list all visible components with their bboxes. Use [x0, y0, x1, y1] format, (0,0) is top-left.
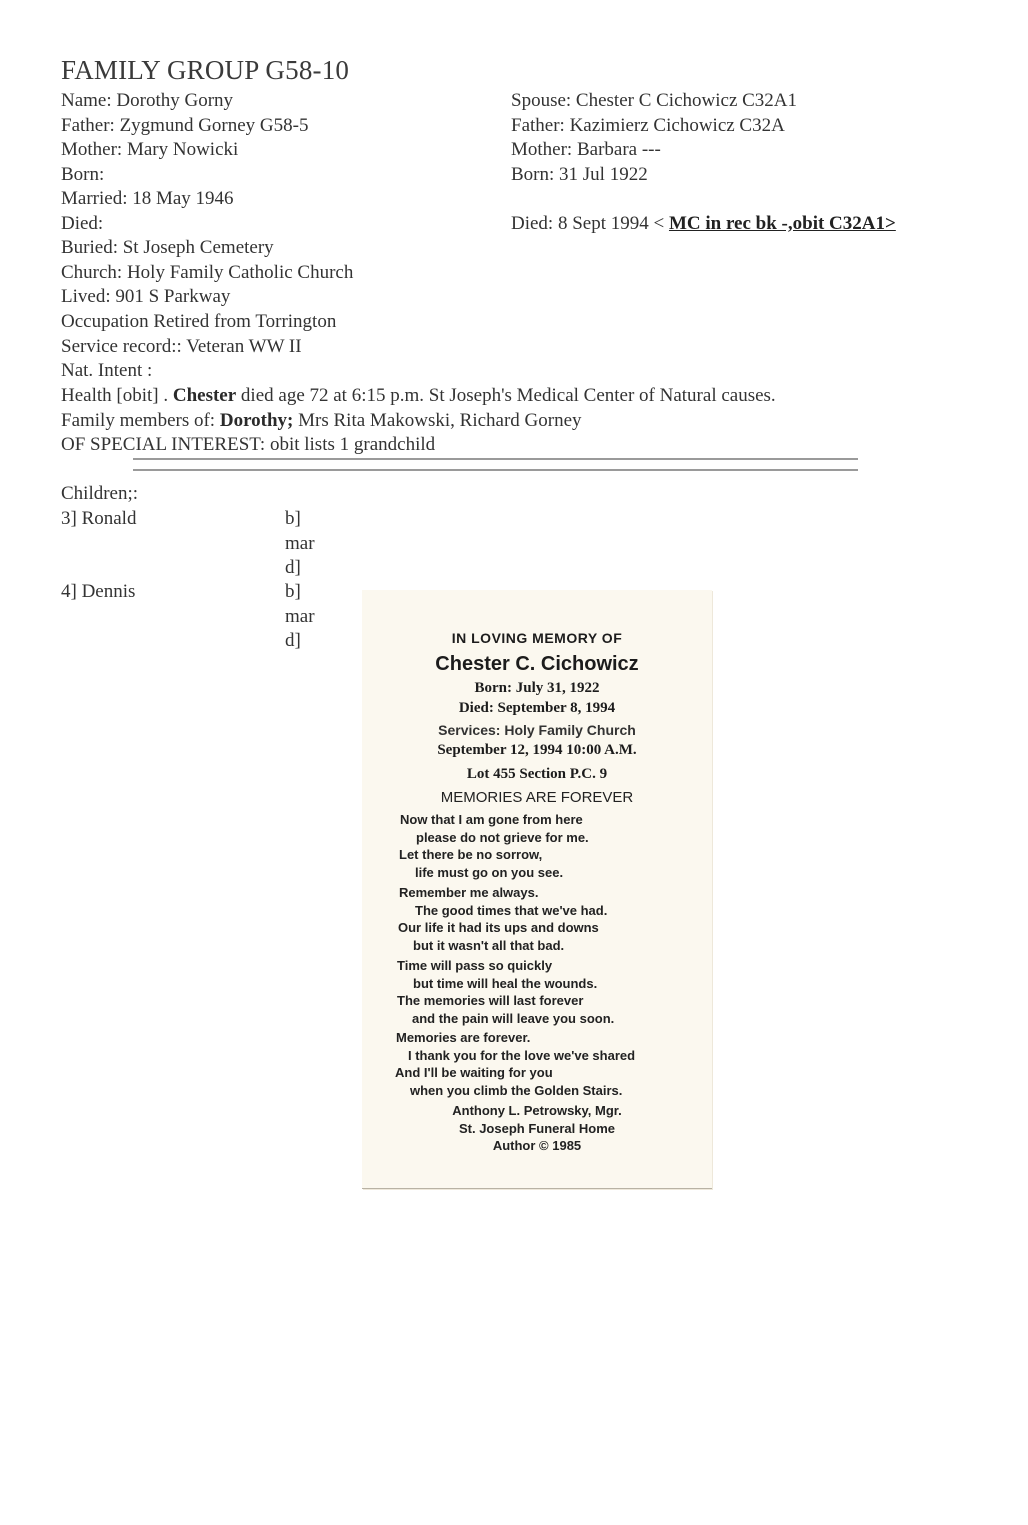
poem-line: when you climb the Golden Stairs. [410, 1083, 623, 1098]
page-title: FAMILY GROUP G58-10 [61, 55, 350, 85]
child-name: 4] Dennis [61, 581, 136, 602]
separator-line [133, 458, 858, 471]
poem-line: Memories are forever. [396, 1030, 531, 1045]
spouse-died-text: Died: 8 Sept 1994 < [511, 213, 669, 234]
poem-line: The memories will last forever [397, 993, 584, 1008]
child-born: b] [285, 581, 301, 602]
family-prefix: Family members of: [61, 410, 220, 431]
family-members-line [61, 409, 582, 433]
child-married: mar [285, 533, 315, 554]
health-line [61, 384, 776, 408]
died-field: Died: [61, 213, 104, 234]
card-signature-home: St. Joseph Funeral Home [458, 1121, 616, 1136]
card-services: Services: Holy Family Church [438, 722, 636, 738]
children-label: Children;: [61, 483, 139, 504]
card-born: Born: July 31, 1922 [474, 680, 600, 696]
born-field: Born: [61, 164, 105, 185]
buried-field: Buried: St Joseph Cemetery [61, 237, 274, 258]
church-field: Church: Holy Family Catholic Church [61, 262, 354, 283]
card-name: Chester C. Cichowicz [435, 653, 639, 675]
special-interest-line: OF SPECIAL INTEREST: obit lists 1 grandchild [61, 434, 436, 455]
poem-line: Time will pass so quickly [397, 958, 553, 973]
married-field: Married: 18 May 1946 [61, 188, 234, 209]
poem-line: but it wasn't all that bad. [413, 938, 565, 953]
poem-line: And I'll be waiting for you [395, 1065, 553, 1080]
nat-intent-field: Nat. Intent : [61, 360, 153, 381]
service-record-field: Service record:: Veteran WW II [61, 336, 302, 357]
card-service-date: September 12, 1994 10:00 A.M. [437, 742, 637, 758]
lived-field: Lived: 901 S Parkway [61, 286, 231, 307]
name-field: Name: Dorothy Gorny [61, 90, 234, 111]
poem-line: Let there be no sorrow, [399, 847, 543, 862]
poem-line: I thank you for the love we've shared [408, 1048, 636, 1063]
poem-line: but time will heal the wounds. [413, 976, 598, 991]
poem-line: and the pain will leave you soon. [412, 1011, 615, 1026]
memorial-card [362, 590, 712, 1189]
poem-line: Our life it had its ups and downs [398, 920, 599, 935]
card-motto: MEMORIES ARE FOREVER [440, 789, 634, 806]
card-heading: IN LOVING MEMORY OF [451, 630, 623, 646]
poem-line: Now that I am gone from here [400, 812, 583, 827]
child-born: b] [285, 508, 301, 529]
occupation-field: Occupation Retired from Torrington [61, 311, 337, 332]
family-name: Dorothy; [219, 410, 294, 431]
card-author: Author © 1985 [492, 1138, 582, 1153]
child-died: d] [285, 630, 301, 651]
spouse-field: Spouse: Chester C Cichowicz C32A1 [511, 90, 798, 111]
spouse-father-field: Father: Kazimierz Cichowicz C32A [511, 115, 785, 136]
card-lot: Lot 455 Section P.C. 9 [466, 766, 608, 782]
health-text: died age 72 at 6:15 p.m. St Joseph's Medical Center of Natural causes. [236, 385, 776, 406]
mother-field: Mother: Mary Nowicki [61, 139, 239, 160]
spouse-died-field [511, 212, 896, 236]
record-book-link[interactable]: MC in rec bk -,obit C32A1> [668, 213, 896, 234]
child-died: d] [285, 557, 301, 578]
poem-line: life must go on you see. [415, 865, 564, 880]
poem-line: please do not grieve for me. [416, 830, 589, 845]
card-died: Died: September 8, 1994 [458, 700, 616, 716]
family-text: Mrs Rita Makowski, Richard Gorney [293, 410, 582, 431]
father-field: Father: Zygmund Gorney G58-5 [61, 115, 309, 136]
card-signature-manager: Anthony L. Petrowsky, Mgr. [452, 1103, 622, 1118]
health-name: Chester [172, 385, 237, 406]
child-name: 3] Ronald [61, 508, 137, 529]
poem-line: The good times that we've had. [415, 903, 608, 918]
poem-line: Remember me always. [399, 885, 539, 900]
spouse-born-field: Born: 31 Jul 1922 [511, 164, 648, 185]
spouse-mother-field: Mother: Barbara --- [511, 139, 661, 160]
child-married: mar [285, 606, 315, 627]
health-prefix: Health [obit] . [61, 385, 173, 406]
